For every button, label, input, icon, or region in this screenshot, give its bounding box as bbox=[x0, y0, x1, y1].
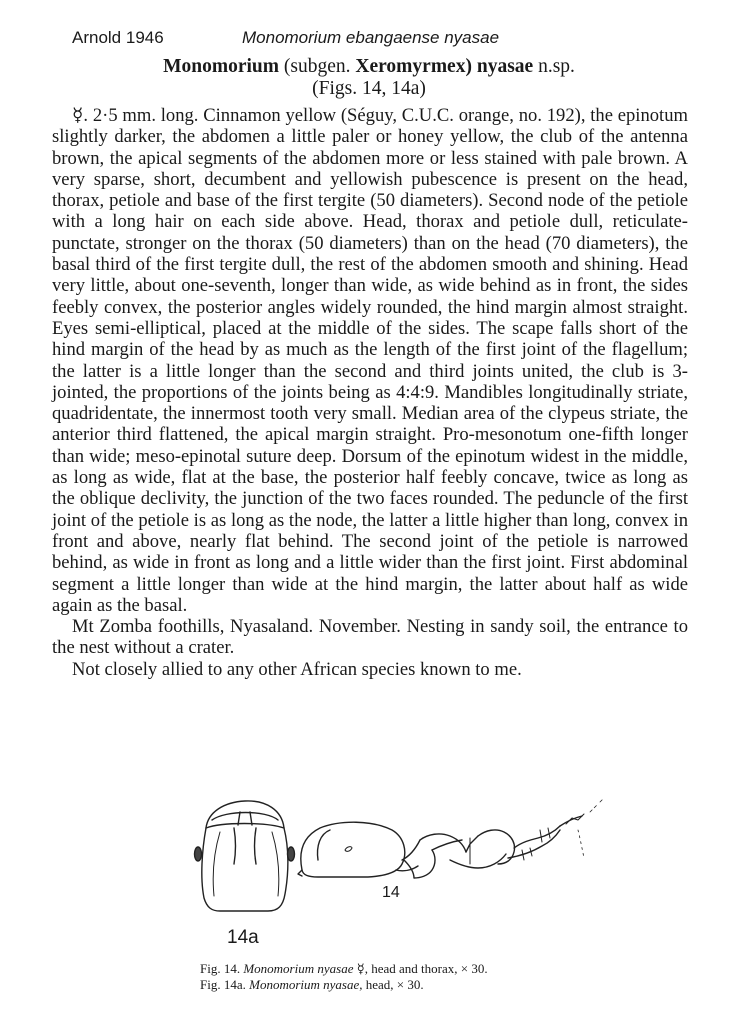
figure-captions bbox=[200, 961, 700, 993]
head-drawing bbox=[195, 801, 295, 911]
caption-14a-rest: head, × 30. bbox=[365, 977, 424, 992]
description-body bbox=[52, 105, 688, 680]
caption-14a-prefix: Fig. 14a. bbox=[200, 977, 246, 992]
title-subgenus-name: Xeromyrmex) bbox=[355, 56, 472, 77]
figure-14a-label: 14a bbox=[227, 927, 259, 948]
description-paragraph: ☿. 2·5 mm. long. Cinnamon yellow (Séguy, C.U.C. orange, no. 192), the epinotum slightly darker, the abdomen a little paler or honey yellow, the club of the antenna brown, the apical segments of the abdomen more or less stained with pale brown. A very sparse, short, decumbent and yellowish pubescence is present on the head, thorax, petiole and base of the first tergite (50 diameters). Second node of the petiole with a long hair on each side above. Head, thorax and petiole dull, reticulate-punctate, stronger on the thorax (50 diameters) than on the head (70 diameters), the basal third of the first tergite dull, the rest of the abdomen smooth and shining. Head very little, about one-seventh, longer than wide, as wide behind as in front, the sides feebly convex, the posterior angles widely rounded, the hind margin almost straight. Eyes semi-elliptical, placed at the middle of the sides. The scape falls short of the hind margin of the head by as much as the length of the first joint of the flagellum; the latter is a little longer than the second and third joints united, the club is 3-jointed, the proportions of the joints being as 4:4:9. Mandibles longitudinally striate, quadridentate, the innermost tooth very small. Median area of the clypeus striate, the anterior third flattened, the apical margin straight. Pro-mesonotum one-fifth longer than wide; meso-epinotal suture deep. Dorsum of the epinotum widest in the middle, as long as wide, flat at the base, the posterior half feebly concave, twice as long as the oblique declivity, the junction of the two faces rounded. The peduncle of the first joint of the petiole is as long as the node, the latter a little higher than long, convex in front and above, nearly flat behind. The second joint of the petiole is narrowed behind, as wide in front as long and a little wider than the first joint. First abdominal segment a little longer than wide at the hind margin, the latter about half as wide again as the basal. bbox=[52, 105, 688, 616]
caption-14a-species: Monomorium nyasae, bbox=[249, 977, 363, 992]
caption-fig-14a bbox=[200, 977, 700, 993]
header-author: Arnold 1946 bbox=[72, 28, 164, 47]
running-header bbox=[0, 28, 738, 52]
title-subgenus-prefix: (subgen. bbox=[283, 56, 351, 77]
figure-reference: (Figs. 14, 14a) bbox=[312, 78, 426, 99]
remarks-paragraph: Not closely allied to any other African species known to me. bbox=[72, 658, 522, 680]
caption-14-rest: ☿, head and thorax, × 30. bbox=[356, 961, 488, 976]
caption-fig-14 bbox=[200, 961, 700, 977]
caption-14-prefix: Fig. 14. bbox=[200, 961, 241, 976]
species-title bbox=[0, 55, 738, 79]
figure-14-label: 14 bbox=[382, 884, 400, 901]
figure-illustration bbox=[0, 790, 738, 960]
locality-paragraph: Mt Zomba foothills, Nyasaland. November. Nesting in sandy soil, the entrance to the nest without a crater. bbox=[52, 616, 688, 659]
title-species: nyasae bbox=[476, 56, 534, 77]
caption-14-species: Monomorium nyasae bbox=[243, 961, 354, 976]
header-taxon: Monomorium ebangaense nyasae bbox=[242, 28, 500, 47]
body-profile-drawing bbox=[298, 798, 604, 878]
title-genus: Monomorium bbox=[163, 56, 279, 77]
ant-drawing bbox=[0, 790, 738, 960]
title-status: n.sp. bbox=[538, 56, 575, 77]
